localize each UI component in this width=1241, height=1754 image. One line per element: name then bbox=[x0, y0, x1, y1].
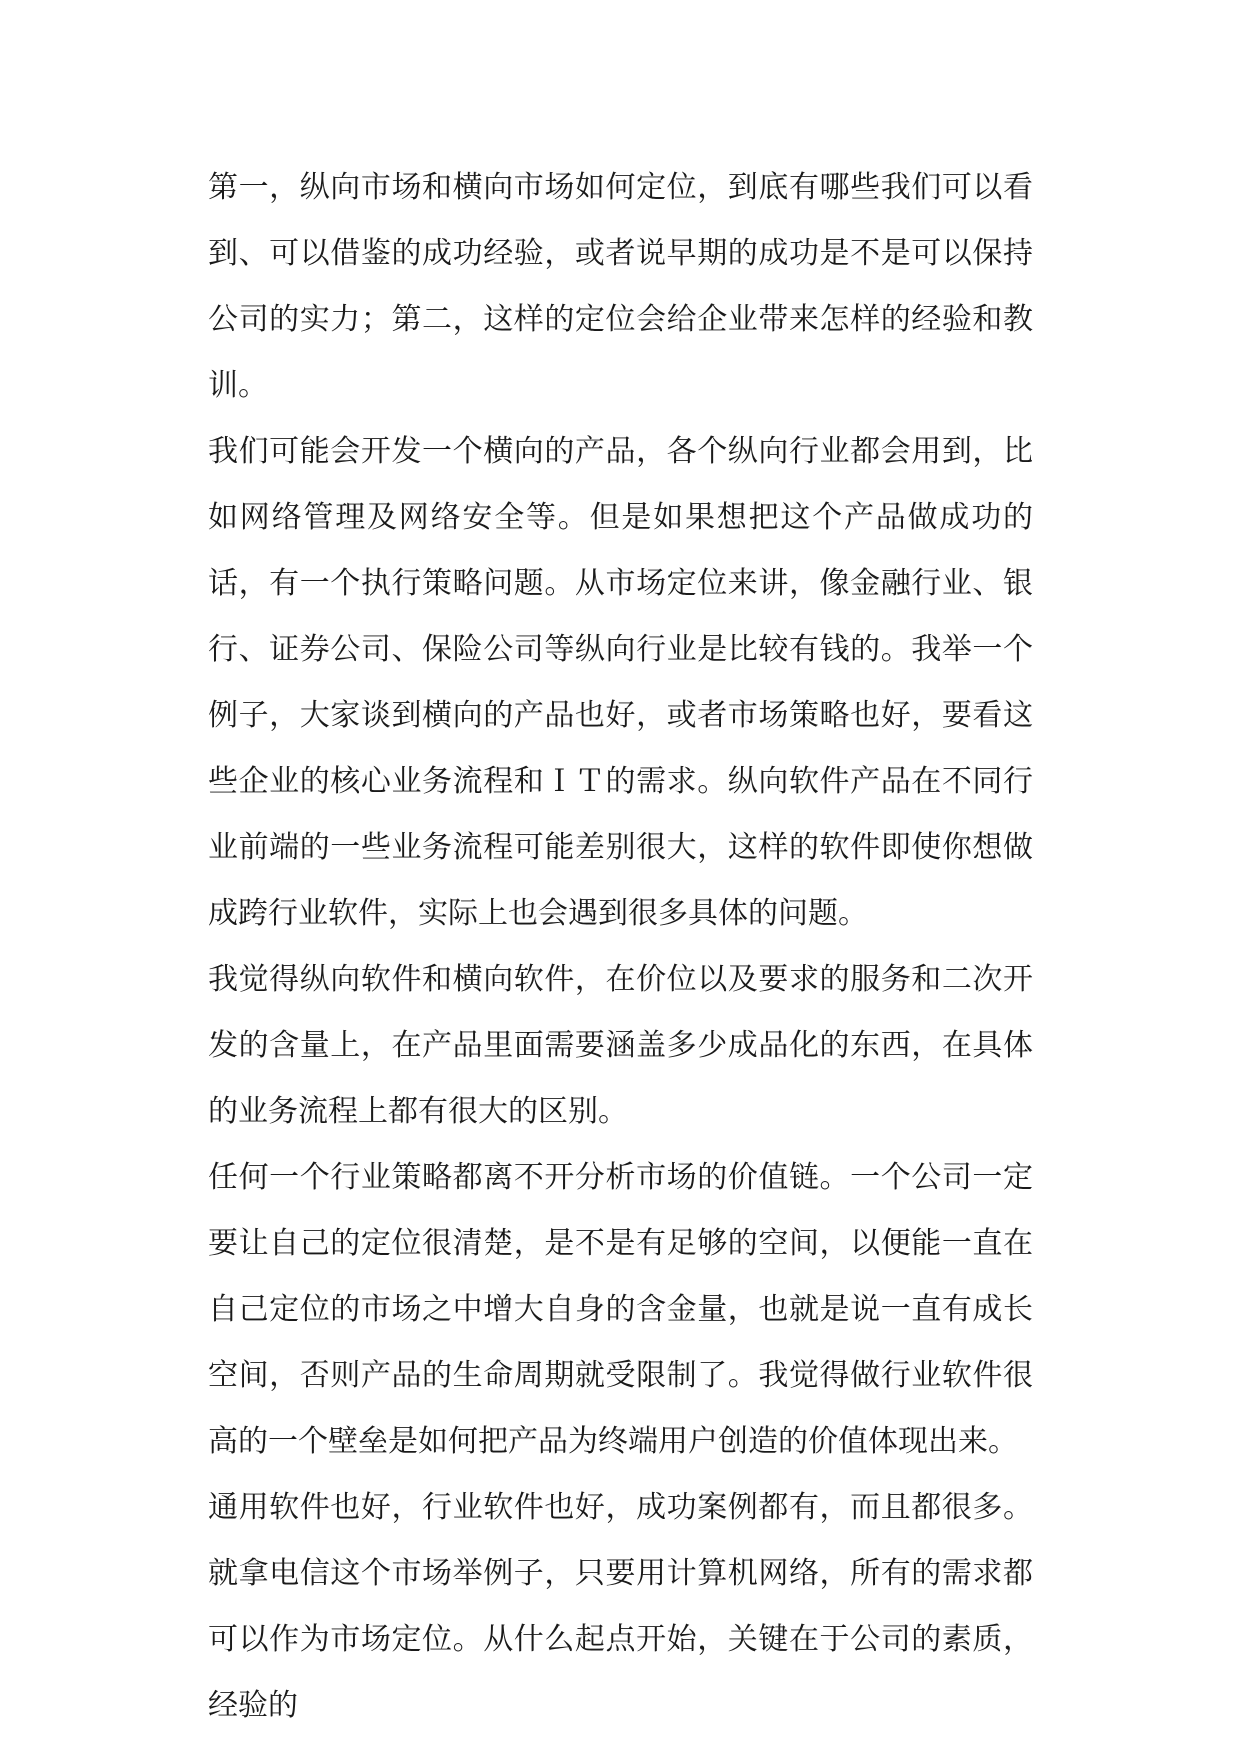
paragraph-2: 我们可能会开发一个横向的产品，各个纵向行业都会用到，比如网络管理及网络安全等。但是如果想把这个产品做成功的话，有一个执行策略问题。从市场定位来讲，像金融行业、银行、证券公司、保险公司等纵向行业是比较有钱的。我举一个例子，大家谈到横向的产品也好，或者市场策略也好，要看这些企业的核心业务流程和ＩＴ的需求。纵向软件产品在不同行业前端的一些业务流程可能差别很大，这样的软件即使你想做成跨行业软件，实际上也会遇到很多具体的问题。 bbox=[208, 434, 1033, 931]
paragraph-4: 任何一个行业策略都离不开分析市场的价值链。一个公司一定要让自己的定位很清楚，是不是有足够的空间，以便能一直在自己定位的市场之中增大自身的含金量，也就是说一直有成长空间，否则产品的生命周期就受限制了。我觉得做行业软件很高的一个壁垒是如何把产品为终端用户创造的价值体现出来。 bbox=[208, 1160, 1033, 1459]
document-body bbox=[208, 155, 1033, 1739]
paragraph-5: 通用软件也好，行业软件也好，成功案例都有，而且都很多。就拿电信这个市场举例子，只要用计算机网络，所有的需求都可以作为市场定位。从什么起点开始，关键在于公司的素质，经验的 bbox=[208, 1490, 1033, 1723]
paragraph-3: 我觉得纵向软件和横向软件，在价位以及要求的服务和二次开发的含量上，在产品里面需要涵盖多少成品化的东西，在具体的业务流程上都有很大的区别。 bbox=[208, 962, 1033, 1129]
paragraph-1: 第一，纵向市场和横向市场如何定位，到底有哪些我们可以看到、可以借鉴的成功经验，或者说早期的成功是不是可以保持公司的实力；第二，这样的定位会给企业带来怎样的经验和教训。 bbox=[208, 170, 1033, 403]
